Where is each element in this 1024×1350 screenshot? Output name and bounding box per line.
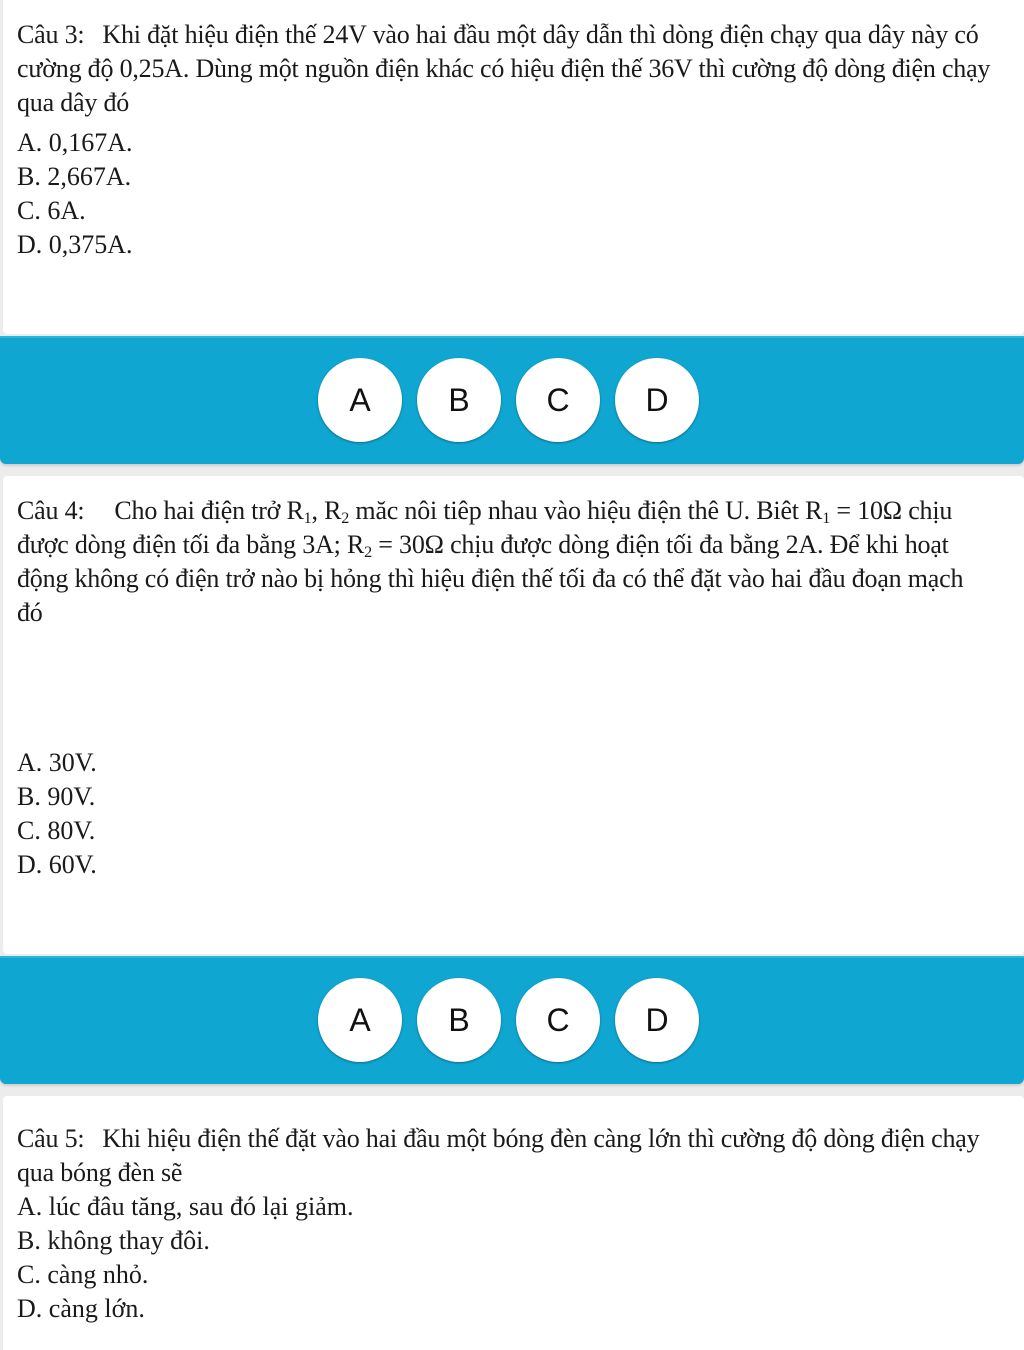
subscript: 2: [364, 544, 372, 562]
option-b: B. không thay đôi.: [17, 1226, 210, 1255]
question-text: Khi hiệu điện thế đặt vào hai đầu một bóng đèn càng lớn thì cường độ dòng điện chạy qua bóng đèn sẽ: [17, 1124, 980, 1187]
question-number: Câu 3:: [17, 20, 85, 49]
option-b: B. 90V.: [17, 782, 96, 811]
text-segment: măc nôi tiêp nhau vào hiệu điện thê U. Biêt R: [349, 496, 823, 525]
option-a: A. lúc đâu tăng, sau đó lại giảm.: [17, 1192, 354, 1221]
option-a: A. 30V.: [17, 748, 97, 777]
answer-choices: [318, 978, 699, 1062]
answer-button-a[interactable]: A: [318, 358, 402, 442]
question-text: Khi đặt hiệu điện thế 24V vào hai đầu một dây dẫn thì dòng điện chạy qua dây này có cường độ 0,25A. Dùng một nguồn điện khác có hiệu điện thế 36V thì cường độ dòng điện chạy qua dây đó: [17, 20, 991, 117]
text-segment: = 30Ω chịu được dòng điện tối đa bằng 2A. Để khi hoạt động không có điện trở nào bị hỏng thì hiệu điện thế tối đa có thể đặt vào hai đầu đoạn mạch đó: [17, 530, 964, 627]
answer-button-b[interactable]: B: [417, 978, 501, 1062]
answer-bar: [0, 336, 1024, 464]
answer-choices: [318, 358, 699, 442]
option-d: D. 0,375A.: [17, 230, 133, 259]
answer-button-b[interactable]: B: [417, 358, 501, 442]
text-segment: , R: [311, 496, 342, 525]
question-number: Câu 5:: [17, 1124, 85, 1153]
text-segment: Cho hai điện trở R: [114, 496, 304, 525]
question-stem: [17, 18, 994, 120]
option-b: B. 2,667A.: [17, 162, 132, 191]
option-d: D. càng lớn.: [17, 1294, 145, 1323]
question-text: [17, 496, 963, 627]
option-c: C. 6A.: [17, 196, 86, 225]
answer-button-d[interactable]: D: [615, 978, 699, 1062]
question-stem: [17, 494, 994, 630]
option-list: [17, 746, 97, 882]
option-d: D. 60V.: [17, 850, 97, 879]
subscript: 1: [822, 510, 831, 528]
option-c: C. càng nhỏ.: [17, 1260, 149, 1289]
option-list: [17, 126, 133, 262]
answer-bar: [0, 956, 1024, 1084]
subscript: 2: [341, 510, 350, 528]
option-list: [17, 1190, 353, 1326]
option-a: A. 0,167A.: [17, 128, 133, 157]
option-c: C. 80V.: [17, 816, 96, 845]
question-stem: [17, 1122, 994, 1190]
answer-button-d[interactable]: D: [615, 358, 699, 442]
question-number: Câu 4:: [17, 496, 85, 525]
question-card-4: [3, 476, 1024, 954]
answer-button-c[interactable]: C: [516, 978, 600, 1062]
subscript: 1: [303, 510, 312, 528]
answer-button-c[interactable]: C: [516, 358, 600, 442]
question-card-3: [3, 0, 1024, 334]
text-segment: = 10Ω chịu được dòng điện tối đa bằng 3A; R: [17, 496, 953, 559]
answer-button-a[interactable]: A: [318, 978, 402, 1062]
